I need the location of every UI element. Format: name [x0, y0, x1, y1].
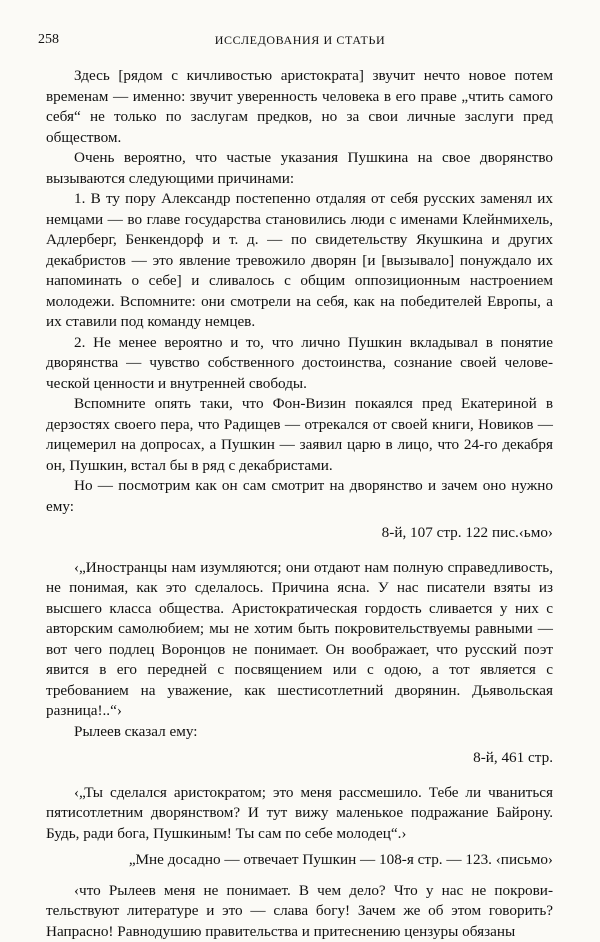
quote-block: ‹„Ты сделался аристократом; это меня рассмешило. Тебе ли чваниться пятисотлетним дворянством? И тут вижу маленькое подражание Байрону. Будь, ради бога, Пушкиным! Ты сам по себе молодец“.› — [46, 783, 553, 845]
page-number: 258 — [38, 32, 59, 48]
source-reference: 8-й, 461 стр. — [46, 748, 553, 769]
paragraph: Очень вероятно, что частые указания Пушкина на свое дворянство вызываются следующими причинами: — [46, 148, 553, 189]
paragraph: ‹что Рылеев меня не понимает. В чем дело? Что у нас не покровительствуют литературе и это — слава богу! Зачем же об этом говорить? Напрасно! Равнодушию правительства и притеснению цензуры обязаны — [46, 881, 553, 942]
page-header — [38, 32, 562, 54]
paragraph: Здесь [рядом с кичливостью аристократа] звучит нечто новое потем временам — именно: звучит уверенность человека в его праве „чтить самого себя“ не только по заслугам предков, но за свои личные заслуги пред обществом. — [46, 66, 553, 148]
paragraph: 1. В ту пору Александр постепенно отдаляя от себя русских заменял их немцами — во главе государства становились люди с именами Клейнмихель, Адлерберг, Бенкендорф и т. д. — по свидетельству Якушкина и других декабристов — это явление тревожило дворян [и [вызывало] понуждало их напоминать о себе] и сливалось с общим оппозиционным настроением молодежи. Вспомните: они смотрели на себя, как на победителей Европы, а их ставили под команду немцев. — [46, 189, 553, 333]
page-body — [46, 66, 553, 942]
paragraph: 2. Не менее вероятно и то, что лично Пушкин вкладывал в понятие дворянства — чувство собственного достоинства, сознание своей человеческой ценности и внутренней свободы. — [46, 333, 553, 395]
reply-line: „Мне досадно — отвечает Пушкин — 108-я стр. — 123. ‹письмо› — [46, 850, 553, 871]
paragraph: Рылеев сказал ему: — [46, 722, 553, 743]
paragraph: Но — посмотрим как он сам смотрит на дворянство и зачем оно нужно ему: — [46, 476, 553, 517]
paragraph: Вспомните опять таки, что Фон-Визин покаялся пред Екатериной в дерзостях своего пера, что Радищев — отрекался от своей книги, Новиков — лицемерил на допросах, а Пушкин — заявил царю в лицо, что 24-го декабря он, Пушкин, встал бы в ряд с декабристами. — [46, 394, 553, 476]
quote-block: ‹„Иностранцы нам изумляются; они отдают нам полную справедливость, не понимая, как это сделалось. Причина ясна. У нас писатели взяты из высшего класса общества. Аристократическая гордость сливается у них с авторским самолюбием; мы не хотим быть покровительствуемы равными — вот чего подлец Воронцов не понимает. Он воображает, что русский поэт явится в его передней с посвящением или с одою, а тот является с требованием на уважение, как шестисотлетний дворянин. Дьявольская разница!..“› — [46, 558, 553, 722]
source-reference: 8-й, 107 стр. 122 пис.‹ьмо› — [46, 523, 553, 544]
running-title: ИССЛЕДОВАНИЯ И СТАТЬИ — [38, 33, 562, 48]
